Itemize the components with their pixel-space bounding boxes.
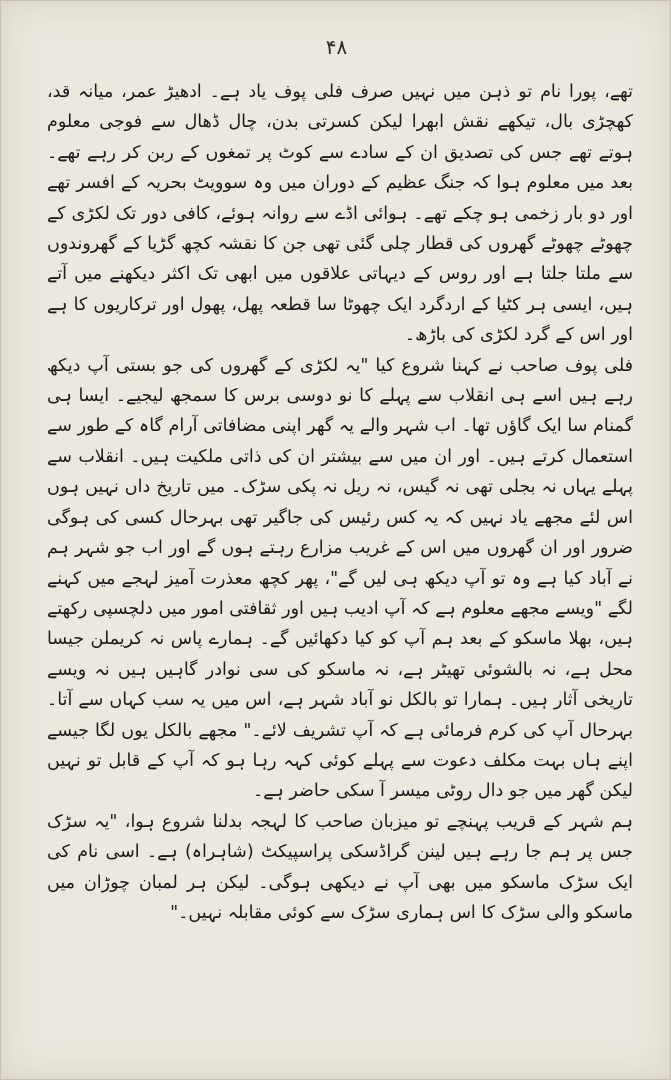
page-number: ۴۸: [325, 35, 348, 59]
paragraph-2: فلی پوف صاحب نے کہنا شروع کیا "یہ لکڑی کے گھروں کی جو بستی آپ دیکھ رہے ہیں اسے ہی انقلاب سے پہلے کا نو دوسی برس کا سمجھ لیجیے۔ ایسا ہی گمنام سا ایک گاؤں تھا۔ اب شہر والے یہ گھر اپنی مضافاتی آرام گاہ کے طور سے استعمال کرتے ہیں۔ اور ان میں سے بیشتر ان کی ذاتی ملکیت ہیں۔ انقلاب سے پہلے یہاں نہ بجلی تھی نہ گیس، نہ ریل نہ پکی سڑک۔ میں تاریخ داں نہیں ہوں اس لئے مجھے یاد نہیں کہ یہ کس رئیس کی جاگیر تھی بہرحال کسی کی ہوگی ضرور اور ان گھروں میں اس کے غریب مزارع رہتے ہوں گے اور اب جو شہر ہم نے آباد کیا ہے وہ تو آپ دیکھ ہی لیں گے"، پھر کچھ معذرت آمیز لہجے میں کہنے لگے "ویسے مجھے معلوم ہے کہ آپ ادیب ہیں اور ثقافتی امور میں دلچسپی رکھتے ہیں، بھلا ماسکو کے بعد ہم آپ کو کیا دکھائیں گے۔ ہمارے پاس نہ کریملن جیسا محل ہے، نہ بالشوئی تھیٹر ہے، نہ ماسکو کی سی نوادر گاہیں ہیں نہ ویسے تاریخی آثار ہیں۔ ہمارا تو بالکل نو آباد شہر ہے، اس میں یہ سب کہاں سے آتا۔ بہرحال آپ کی کرم فرمائی ہے کہ آپ تشریف لائے۔" مجھے بالکل یوں لگا جیسے اپنے ہاں بہت مکلف دعوت سے پہلے کوئی کہہ رہا ہو کہ آپ کے قابل تو نہیں لیکن گھر میں جو دال روٹی میسر آ سکی حاضر ہے۔: [47, 355, 633, 802]
paragraph-3: ہم شہر کے قریب پہنچے تو میزبان صاحب کا لہجہ بدلنا شروع ہوا، "یہ سڑک جس پر ہم جا رہے ہیں لینن گراڈسکی پراسپیکٹ (شاہراہ) ہے۔ اسی نام کی ایک سڑک ماسکو میں بھی آپ نے دیکھی ہوگی۔ لیکن ہر لمبان چوڑان میں ماسکو والی سڑک کا اس ہماری سڑک سے کوئی مقابلہ نہیں۔": [47, 811, 633, 923]
paragraph-1: تھے، پورا نام تو ذہن میں نہیں صرف فلی پوف یاد ہے۔ ادھیڑ عمر، میانہ قد، کھچڑی بال، تیکھے نقش ابھرا لیکن کسرتی بدن، چال ڈھال سے فوجی معلوم ہوتے تھے جس کی تصدیق ان کے سادے سے کوٹ پر تمغوں کے ربن کر رہے تھے۔ بعد میں معلوم ہوا کہ جنگ عظیم کے دوران میں وہ سوویٹ بحریہ کے افسر تھے اور دو بار زخمی ہو چکے تھے۔ ہوائی اڈے سے روانہ ہوئے، کافی دور تک لکڑی کے چھوٹے چھوٹے گھروں کی قطار چلی گئی تھی جن کا نقشہ کچھ گڑیا کے گھروندوں سے ملتا جلتا ہے اور روس کے دیہاتی علاقوں میں ابھی تک اکثر دیکھنے میں آتے ہیں، ایسی ہر کٹیا کے اردگرد ایک چھوٹا سا قطعہ پھل، پھول اور ترکاریوں کا ہے اور اس کے گرد لکڑی کی باڑھ۔: [47, 82, 633, 346]
body-text: [47, 77, 633, 928]
